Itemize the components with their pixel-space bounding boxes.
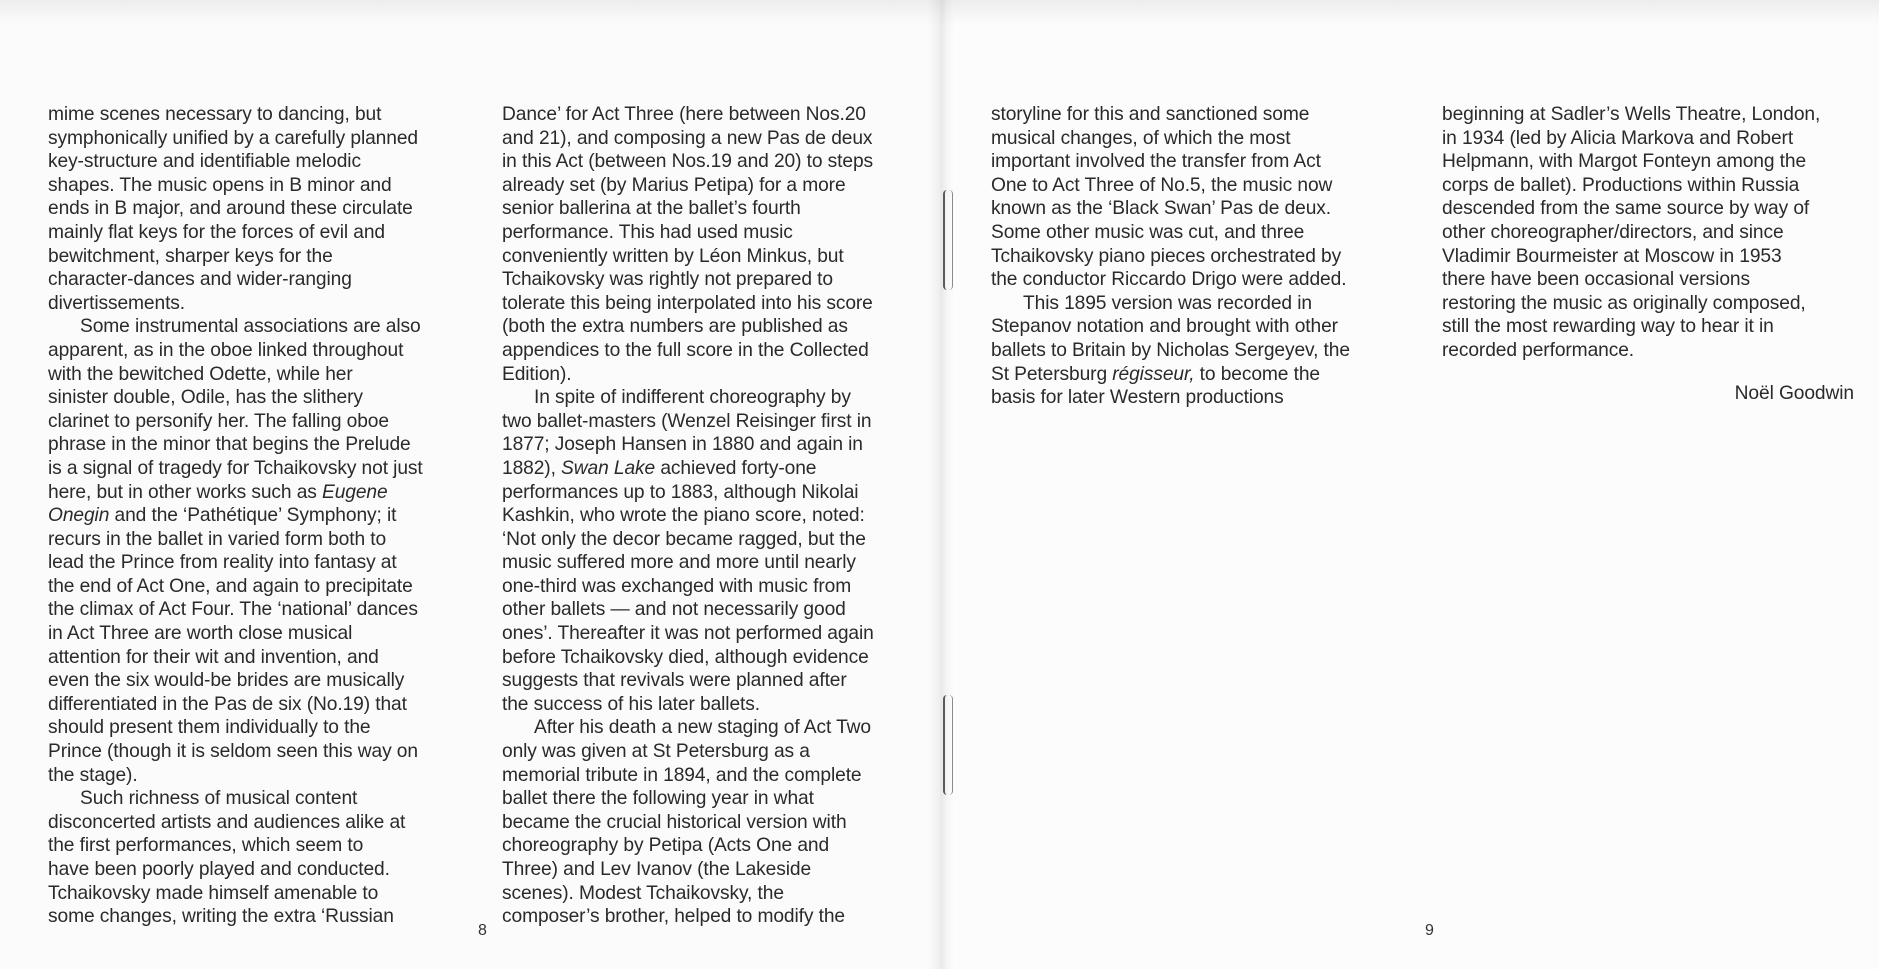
- text-line: senior ballerina at the ballet’s fourth: [502, 198, 801, 220]
- text-line: Vladimir Bourmeister at Moscow in 1953: [1442, 245, 1782, 267]
- text-line: before Tchaikovsky died, although evidence: [502, 646, 869, 668]
- text-line: should present them individually to the: [48, 717, 371, 739]
- text-line: Some instrumental associations are also: [80, 316, 421, 338]
- paragraph-2: [48, 315, 473, 787]
- text-line: apparent, as in the oboe linked throughout: [48, 339, 404, 361]
- text-line: 1877; Joseph Hansen in 1880 and again in: [502, 434, 863, 456]
- text-line: phrase in the minor that begins the Prelude: [48, 434, 411, 456]
- italic-title: Swan Lake: [561, 457, 656, 479]
- text-line: Edition).: [502, 363, 572, 385]
- text-line: disconcerted artists and audiences alike at: [48, 811, 406, 833]
- text-column-1: [48, 103, 473, 929]
- text-line: attention for their wit and invention, and: [48, 646, 379, 668]
- text-line: recurs in the ballet in varied form both to: [48, 528, 387, 550]
- text-line: appendices to the full score in the Collected: [502, 339, 869, 361]
- page-number-right: 9: [1425, 922, 1434, 939]
- text-line: became the crucial historical version with: [502, 811, 847, 833]
- text-line: the climax of Act Four. The ‘national’ dances: [48, 599, 418, 621]
- text-line: still the most rewarding way to hear it in: [1442, 316, 1774, 338]
- text-line: symphonically unified by a carefully planned: [48, 127, 418, 149]
- text-segment: achieved forty-one: [655, 457, 817, 479]
- text-line: Three) and Lev Ivanov (the Lakeside: [502, 859, 812, 880]
- text-line: is a signal of tragedy for Tchaikovsky not just: [48, 457, 423, 479]
- text-line: known as the ‘Black Swan’ Pas de deux.: [991, 198, 1331, 220]
- text-line: mainly flat keys for the forces of evil and: [48, 221, 385, 243]
- paragraph-1: [48, 103, 473, 315]
- text-segment: St Petersburg: [991, 363, 1113, 385]
- text-line: shapes. The music opens in B minor and: [48, 174, 392, 196]
- text-line: character-dances and wider-ranging: [48, 269, 352, 291]
- text-line: and 21), and composing a new Pas de deux: [502, 127, 873, 149]
- text-line: scenes). Modest Tchaikovsky, the: [502, 882, 784, 904]
- text-line: the end of Act One, and again to precipitate: [48, 575, 413, 597]
- italic-title: Onegin: [48, 505, 110, 527]
- text-column-2: [502, 103, 927, 929]
- text-line: key-structure and identifiable melodic: [48, 151, 361, 173]
- text-line: Dance’ for Act Three (here between Nos.20: [502, 104, 866, 125]
- text-line: (both the extra numbers are published as: [502, 316, 848, 338]
- italic-term: régisseur,: [1112, 363, 1195, 385]
- paragraph-9: [1442, 103, 1854, 363]
- text-line: memorial tribute in 1894, and the complete: [502, 764, 862, 786]
- text-line: the first performances, which seem to: [48, 835, 364, 857]
- paragraph-3: [48, 787, 473, 929]
- text-line: recorded performance.: [1442, 339, 1635, 361]
- text-line: After his death a new staging of Act Two: [534, 717, 871, 739]
- staple-bottom: [943, 695, 953, 795]
- text-column-4: [1442, 103, 1854, 405]
- text-line: two ballet-masters (Wenzel Reisinger first in: [502, 410, 872, 432]
- text-line: Such richness of musical content: [80, 788, 358, 810]
- text-line: [48, 481, 473, 505]
- text-line: already set (by Marius Petipa) for a more: [502, 174, 846, 196]
- text-line: restoring the music as originally composed,: [1442, 292, 1806, 314]
- text-line: in Act Three are worth close musical: [48, 623, 353, 645]
- text-line: only was given at St Petersburg as a: [502, 741, 810, 763]
- page-number-left: 8: [478, 922, 487, 939]
- text-line: ends in B major, and around these circulate: [48, 198, 413, 220]
- text-line: storyline for this and sanctioned some: [991, 104, 1310, 125]
- text-line: suggests that revivals were planned after: [502, 670, 847, 692]
- text-line: descended from the same source by way of: [1442, 198, 1810, 220]
- italic-title: Eugene: [322, 481, 388, 503]
- text-column-3: [991, 103, 1416, 410]
- text-segment: 1882),: [502, 457, 562, 479]
- text-segment: to become the: [1194, 363, 1320, 385]
- text-line: Tchaikovsky was rightly not prepared to: [502, 269, 833, 291]
- text-line: Kashkin, who wrote the piano score, noted:: [502, 505, 865, 527]
- text-line: Stepanov notation and brought with other: [991, 316, 1338, 338]
- text-line: clarinet to personify her. The falling oboe: [48, 410, 389, 432]
- text-line: in 1934 (led by Alicia Markova and Robert: [1442, 127, 1794, 149]
- paragraph-5: [502, 386, 927, 716]
- text-line: mime scenes necessary to dancing, but: [48, 104, 382, 125]
- text-line: basis for later Western productions: [991, 387, 1284, 409]
- text-line: even the six would-be brides are musically: [48, 670, 405, 692]
- text-line: Tchaikovsky made himself amenable to: [48, 882, 379, 904]
- text-line: ballet there the following year in what: [502, 788, 814, 810]
- text-segment: here, but in other works such as: [48, 481, 322, 503]
- text-line: choreography by Petipa (Acts One and: [502, 835, 830, 857]
- text-line: Tchaikovsky piano pieces orchestrated by: [991, 245, 1342, 267]
- text-line: This 1895 version was recorded in: [1023, 292, 1312, 314]
- text-line: the stage).: [48, 764, 138, 786]
- text-line: have been poorly played and conducted.: [48, 859, 390, 880]
- text-line: Some other music was cut, and three: [991, 221, 1305, 243]
- text-line: divertissements.: [48, 292, 186, 314]
- text-line: conveniently written by Léon Minkus, but: [502, 245, 844, 267]
- text-line: ‘Not only the decor became ragged, but the: [502, 528, 866, 550]
- text-line: corps de ballet). Productions within Russia: [1442, 174, 1800, 196]
- text-line: some changes, writing the extra ‘Russian: [48, 906, 394, 928]
- text-line: performances up to 1883, although Nikolai: [502, 481, 859, 503]
- text-line: lead the Prince from reality into fantasy at: [48, 552, 397, 574]
- paragraph-8: [991, 292, 1416, 410]
- paragraph-4: [502, 103, 927, 386]
- text-line: in this Act (between Nos.19 and 20) to steps: [502, 151, 874, 173]
- text-line: other ballets — and not necessarily good: [502, 599, 846, 621]
- text-line: In spite of indifferent choreography by: [534, 387, 851, 409]
- text-line: Prince (though it is seldom seen this way on: [48, 741, 418, 763]
- staple-top: [943, 190, 953, 290]
- paragraph-7: [991, 103, 1416, 292]
- text-line: tolerate this being interpolated into his score: [502, 292, 873, 314]
- text-line: musical changes, of which the most: [991, 127, 1291, 149]
- text-line: ones’. Thereafter it was not performed again: [502, 623, 874, 645]
- text-line: with the bewitched Odette, while her: [48, 363, 353, 385]
- text-line: [991, 363, 1416, 387]
- text-line: the conductor Riccardo Drigo were added.: [991, 269, 1347, 291]
- text-line: the success of his later ballets.: [502, 693, 760, 715]
- text-line: [502, 457, 927, 481]
- text-line: performance. This had used music: [502, 221, 793, 243]
- text-line: Helpmann, with Margot Fonteyn among the: [1442, 151, 1807, 173]
- text-line: ballets to Britain by Nicholas Sergeyev, the: [991, 339, 1350, 361]
- booklet-spine: [928, 0, 954, 969]
- text-line: music suffered more and more until nearly: [502, 552, 856, 574]
- text-line: other choreographer/directors, and since: [1442, 221, 1784, 243]
- text-line: composer’s brother, helped to modify the: [502, 906, 845, 928]
- text-line: important involved the transfer from Act: [991, 151, 1321, 173]
- text-segment: and the ‘Pathétique’ Symphony; it: [109, 505, 397, 527]
- text-line: bewitchment, sharper keys for the: [48, 245, 333, 267]
- text-line: beginning at Sadler’s Wells Theatre, London,: [1442, 104, 1821, 125]
- text-line: [48, 504, 473, 528]
- paragraph-6: [502, 716, 927, 928]
- text-line: there have been occasional versions: [1442, 269, 1750, 291]
- text-line: differentiated in the Pas de six (No.19) that: [48, 693, 407, 715]
- text-line: sinister double, Odile, has the slithery: [48, 387, 363, 409]
- author-signature: Noël Goodwin: [1734, 382, 1854, 404]
- text-line: One to Act Three of No.5, the music now: [991, 174, 1333, 196]
- text-line: one-third was exchanged with music from: [502, 575, 852, 597]
